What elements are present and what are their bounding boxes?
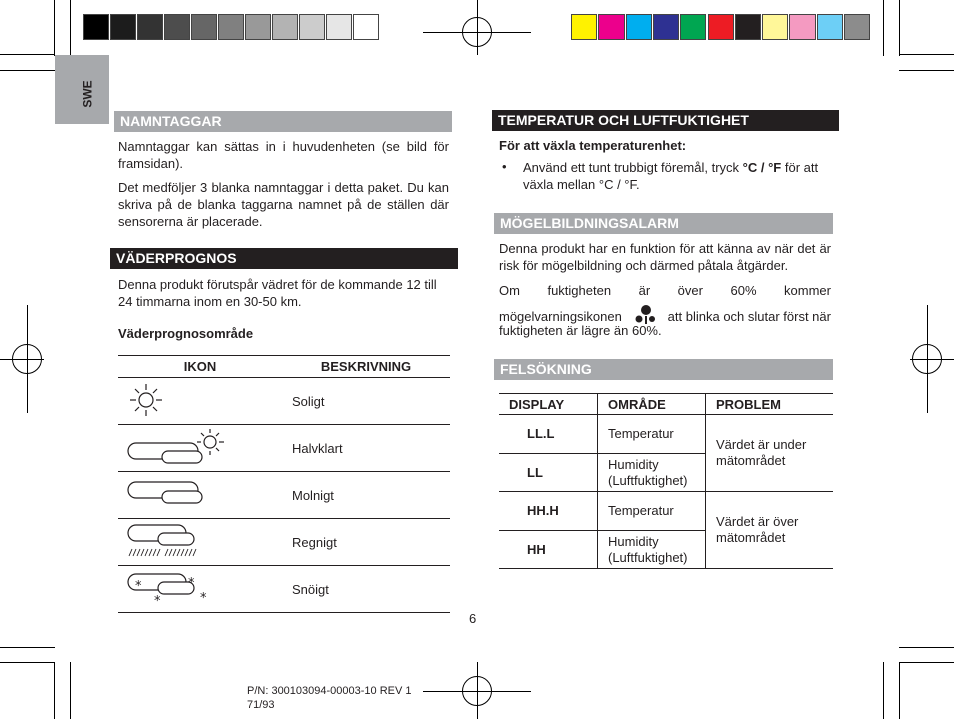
display-code: HH.H — [499, 492, 598, 531]
calibration-swatch — [762, 14, 788, 40]
display-code: HH — [499, 531, 598, 569]
weather-forecast-table — [118, 355, 450, 613]
bullet-text-pre: Använd ett tunt trubbigt föremål, tryck — [523, 160, 743, 175]
section-heading-namntaggar: NAMNTAGGAR — [114, 111, 452, 132]
svg-text:*: * — [188, 576, 195, 591]
calibration-swatch — [137, 14, 163, 40]
calibration-swatch — [598, 14, 624, 40]
calibration-swatch — [272, 14, 298, 40]
bullet-marker: • — [502, 159, 507, 174]
namntaggar-paragraph-1: Namntaggar kan sättas in i huvudenheten (se bild för framsidan). — [118, 139, 449, 171]
calibration-swatch — [708, 14, 734, 40]
footer-page-ref: 71/93 — [247, 699, 275, 711]
word: över — [677, 283, 703, 298]
calibration-swatch — [83, 14, 109, 40]
section-heading-mogel: MÖGELBILDNINGSALARM — [494, 213, 833, 234]
mogel-line-pre: mögelvarningsikonen — [499, 309, 622, 324]
calibration-swatch — [735, 14, 761, 40]
area-cell: Temperatur — [598, 492, 706, 531]
forecast-description: Halvklart — [282, 425, 450, 472]
problem-cell: Värdet är över mätområdet — [706, 492, 834, 569]
calibration-swatch — [110, 14, 136, 40]
forecast-description: Snöigt — [282, 566, 450, 613]
bullet-text-key: °C / °F — [742, 160, 782, 175]
area-cell: Humidity (Luftfuktighet) — [598, 531, 706, 569]
vaderprognos-paragraph: Denna produkt förutspår vädret för de kommande 12 till 24 timmarna inom en 30-50 km. — [118, 277, 437, 309]
calibration-swatch — [789, 14, 815, 40]
word: är — [638, 283, 651, 298]
table-row — [499, 492, 833, 531]
display-code: LL — [499, 454, 598, 492]
calibration-swatch — [353, 14, 379, 40]
mogel-paragraph-2-line-3: fuktigheten är lägre än 60%. — [499, 323, 662, 338]
mogel-paragraph-1: Denna produkt har en funktion för att känna av när det är risk för mögelbildning och därmed påtala åtgärder. — [499, 241, 831, 273]
calibration-swatch — [626, 14, 652, 40]
column-header-icon: IKON — [118, 356, 282, 378]
rainy-icon — [118, 519, 282, 562]
temperatur-bullet-text — [523, 159, 833, 193]
calibration-swatch — [299, 14, 325, 40]
calibration-swatch — [164, 14, 190, 40]
vaderprognos-subheading: Väderprognosområde — [118, 326, 254, 341]
bullet-text-post: för att växla mellan °C / °F. — [523, 160, 819, 192]
forecast-description: Molnigt — [282, 472, 450, 519]
language-tab-label: SWE — [80, 80, 95, 108]
calibration-swatch — [218, 14, 244, 40]
word: 60% — [730, 283, 757, 298]
calibration-swatch — [817, 14, 843, 40]
troubleshooting-table — [499, 393, 833, 569]
column-header-problem: PROBLEM — [706, 394, 834, 415]
svg-text:*: * — [135, 579, 142, 594]
column-header-display: DISPLAY — [499, 394, 598, 415]
table-row — [118, 472, 450, 519]
calibration-swatch — [844, 14, 870, 40]
cloudy-icon — [118, 472, 282, 515]
forecast-description: Regnigt — [282, 519, 450, 566]
svg-text:*: * — [154, 594, 161, 609]
temperatur-subheading: För att växla temperaturenhet: — [499, 138, 687, 153]
sunny-icon — [118, 378, 282, 421]
column-header-area: OMRÅDE — [598, 394, 706, 415]
area-cell: Temperatur — [598, 415, 706, 454]
word: Om — [499, 283, 520, 298]
page-number: 6 — [469, 611, 477, 626]
calibration-swatch — [245, 14, 271, 40]
table-row — [118, 425, 450, 472]
mogel-line-post: att blinka och slutar först när — [667, 309, 831, 324]
namntaggar-paragraph-2: Det medföljer 3 blanka namntaggar i detta paket. Du kan skriva på de blanka taggarna namnet på de ställen där sensorerna är placerade. — [118, 180, 449, 229]
column-header-description: BESKRIVNING — [282, 356, 450, 378]
calibration-swatch — [680, 14, 706, 40]
section-heading-felsokning: FELSÖKNING — [494, 359, 833, 380]
section-heading-temperatur: TEMPERATUR OCH LUFTFUKTIGHET — [492, 110, 839, 131]
footer-part-number: P/N: 300103094-00003-10 REV 1 — [247, 685, 412, 697]
calibration-swatch — [191, 14, 217, 40]
snowy-icon — [118, 566, 282, 609]
table-row — [499, 415, 833, 454]
display-code: LL.L — [499, 415, 598, 454]
calibration-swatch — [326, 14, 352, 40]
forecast-description: Soligt — [282, 378, 450, 425]
partly-cloudy-icon — [118, 425, 282, 468]
language-tab — [55, 55, 109, 124]
section-heading-vaderprognos: VÄDERPROGNOS — [110, 248, 458, 269]
problem-cell: Värdet är under mätområdet — [706, 415, 834, 492]
svg-text:*: * — [200, 591, 207, 606]
table-row — [118, 566, 450, 613]
calibration-swatch — [653, 14, 679, 40]
table-row — [118, 378, 450, 425]
word: kommer — [784, 283, 831, 298]
word: fuktigheten — [547, 283, 612, 298]
area-cell: Humidity (Luftfuktighet) — [598, 454, 706, 492]
mogel-paragraph-2-line-1 — [499, 282, 831, 299]
table-row — [118, 519, 450, 566]
calibration-swatch — [571, 14, 597, 40]
